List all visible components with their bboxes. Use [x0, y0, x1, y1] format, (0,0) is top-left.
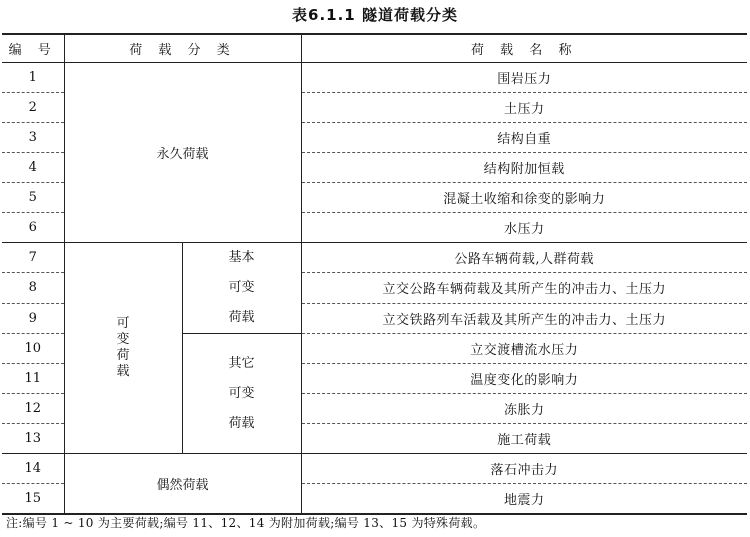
subgroup-other-line: 荷载 — [228, 415, 255, 431]
load-name: 混凝土收缩和徐变的影响力 — [443, 192, 606, 207]
load-name: 落石冲击力 — [490, 463, 558, 478]
load-name: 立交铁路列车活载及其所产生的冲击力、土压力 — [382, 312, 666, 328]
table-note: 注:编号 1 ~ 10 为主要荷载;编号 11、12、14 为附加荷载;编号 13、15 为特殊荷载。 — [6, 516, 486, 530]
table-row — [2, 243, 747, 273]
group-variable-load — [64, 243, 182, 454]
subgroup-other-line: 其它 — [228, 355, 255, 371]
row-number: 5 — [2, 183, 64, 213]
group-accidental-load: 偶然荷载 — [64, 454, 301, 515]
load-classification-table — [2, 33, 747, 515]
load-name: 冻胀力 — [503, 403, 545, 418]
header-load-name: 荷 载 名 称 — [301, 34, 747, 63]
row-number: 8 — [2, 273, 64, 303]
row-number: 1 — [2, 63, 64, 93]
row-number: 9 — [2, 303, 64, 333]
subgroup-basic-line: 基本 — [228, 250, 255, 265]
subgroup-other-variable — [182, 334, 301, 454]
row-number: 7 — [2, 243, 64, 273]
table-title: 表6.1.1 隧道荷载分类 — [292, 6, 458, 24]
row-number: 2 — [2, 93, 64, 123]
subgroup-basic-line: 可变 — [228, 280, 255, 295]
row-number: 14 — [2, 454, 64, 484]
table-row — [2, 454, 747, 484]
row-number: 10 — [2, 334, 64, 364]
load-name: 温度变化的影响力 — [470, 373, 579, 388]
subgroup-other-line: 可变 — [228, 385, 255, 401]
row-number: 6 — [2, 213, 64, 243]
load-name: 围岩压力 — [497, 72, 552, 87]
row-number: 12 — [2, 394, 64, 424]
header-row — [2, 34, 747, 63]
load-name: 水压力 — [503, 222, 545, 237]
load-name: 结构自重 — [497, 132, 552, 147]
load-name: 施工荷载 — [497, 433, 552, 448]
row-number: 13 — [2, 424, 64, 454]
group-permanent-load: 永久荷载 — [64, 63, 301, 243]
row-number: 15 — [2, 484, 64, 515]
load-name: 土压力 — [503, 102, 545, 117]
table-row — [2, 63, 747, 93]
row-number: 3 — [2, 123, 64, 153]
header-number: 编 号 — [2, 34, 64, 63]
load-name: 结构附加恒载 — [483, 162, 565, 177]
load-name: 立交渡槽流水压力 — [470, 343, 579, 358]
header-category: 荷 载 分 类 — [64, 34, 301, 63]
load-name: 地震力 — [503, 493, 545, 508]
group-variable-label: 可变荷载 — [116, 316, 130, 379]
load-name: 公路车辆荷载,人群荷载 — [454, 252, 595, 268]
load-name: 立交公路车辆荷载及其所产生的冲击力、土压力 — [382, 282, 666, 298]
subgroup-basic-variable — [182, 243, 301, 334]
row-number: 11 — [2, 364, 64, 394]
row-number: 4 — [2, 153, 64, 183]
subgroup-basic-line: 荷载 — [228, 310, 255, 325]
